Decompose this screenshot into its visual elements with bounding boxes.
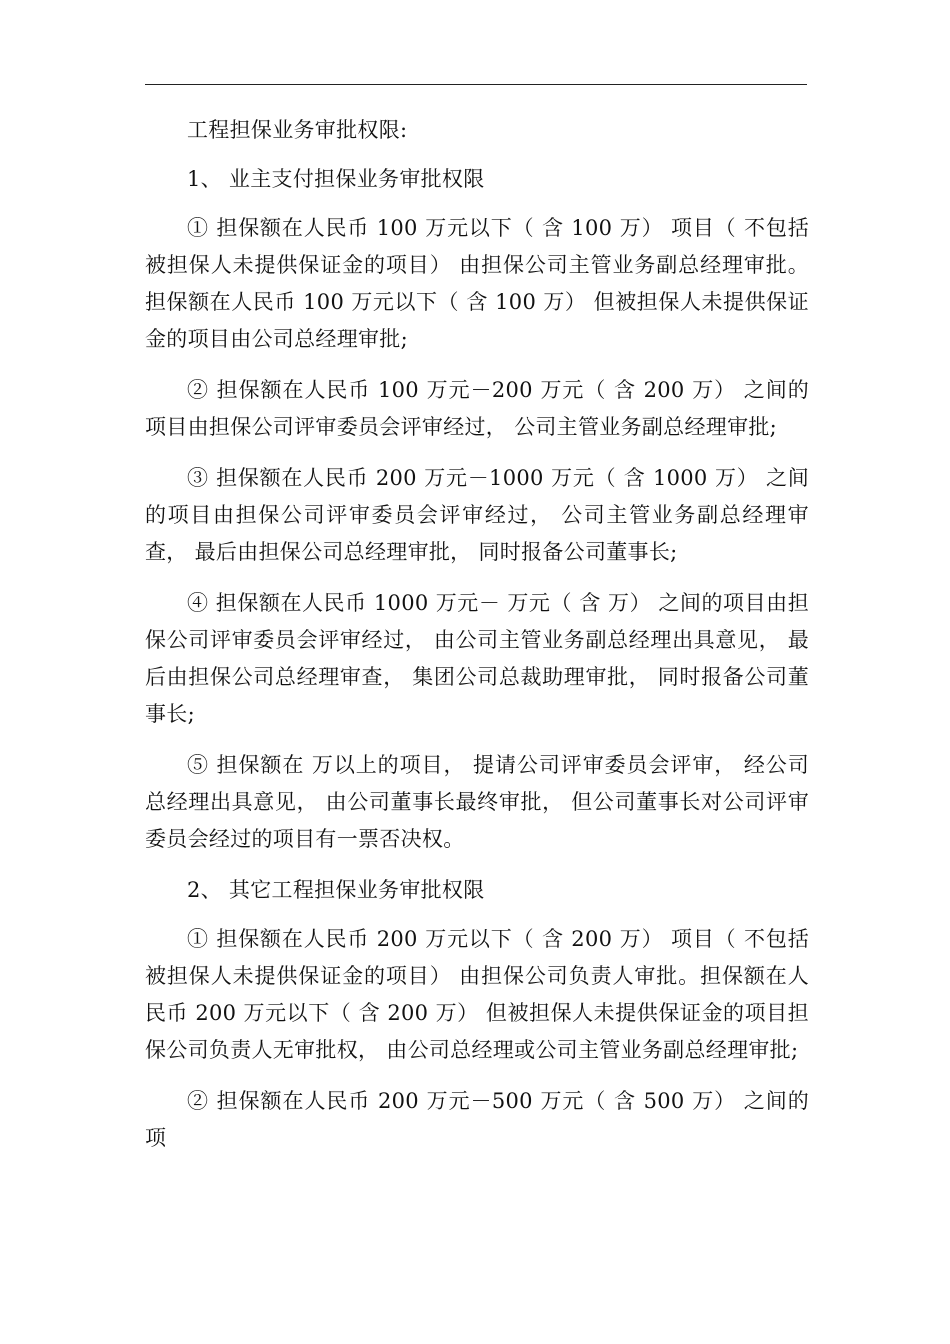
clause-1-3: ③ 担保额在人民币 200 万元－1000 万元（ 含 1000 万） 之间的项目由担保公司评审委员会评审经过， 公司主管业务副总经理审查， 最后由担保公司总经理审批， 同时报备公司董事长; bbox=[145, 466, 809, 564]
clause-1-1: ① 担保额在人民币 100 万元以下（ 含 100 万） 项目（ 不包括被担保人未提供保证金的项目） 由担保公司主管业务副总经理审批。担保额在人民币 100 万元以下（ 含 100 万） 但被担保人未提供保证金的项目由公司总经理审批; bbox=[145, 216, 809, 351]
clause-2-2: ② 担保额在人民币 200 万元－500 万元（ 含 500 万） 之间的项 bbox=[145, 1089, 809, 1150]
clause-1-5: ⑤ 担保额在 万以上的项目， 提请公司评审委员会评审， 经公司总经理出具意见， 由公司董事长最终审批， 但公司董事长对公司评审委员会经过的项目有一票否决权。 bbox=[145, 753, 809, 851]
header-rule bbox=[145, 84, 807, 85]
clause-1-4: ④ 担保额在人民币 1000 万元－ 万元（ 含 万） 之间的项目由担保公司评审委员会评审经过， 由公司主管业务副总经理出具意见， 最后由担保公司总经理审查， 集团公司总裁助理审批， 同时报备公司董事长; bbox=[145, 591, 809, 726]
section-title: 工程担保业务审批权限: bbox=[187, 118, 408, 142]
clause-1-2: ② 担保额在人民币 100 万元－200 万元（ 含 200 万） 之间的项目由担保公司评审委员会评审经过， 公司主管业务副总经理审批; bbox=[145, 378, 809, 439]
subsection-heading-2: 2、 其它工程担保业务审批权限 bbox=[187, 878, 485, 902]
subsection-heading-1: 1、 业主支付担保业务审批权限 bbox=[187, 167, 485, 191]
clause-2-1: ① 担保额在人民币 200 万元以下（ 含 200 万） 项目（ 不包括被担保人未提供保证金的项目） 由担保公司负责人审批。担保额在人民币 200 万元以下（ 含 200 万） 但被担保人未提供保证金的项目担保公司负责人无审批权， 由公司总经理或公司主管业务副总经理审批; bbox=[145, 927, 809, 1062]
document-body bbox=[145, 112, 809, 1171]
